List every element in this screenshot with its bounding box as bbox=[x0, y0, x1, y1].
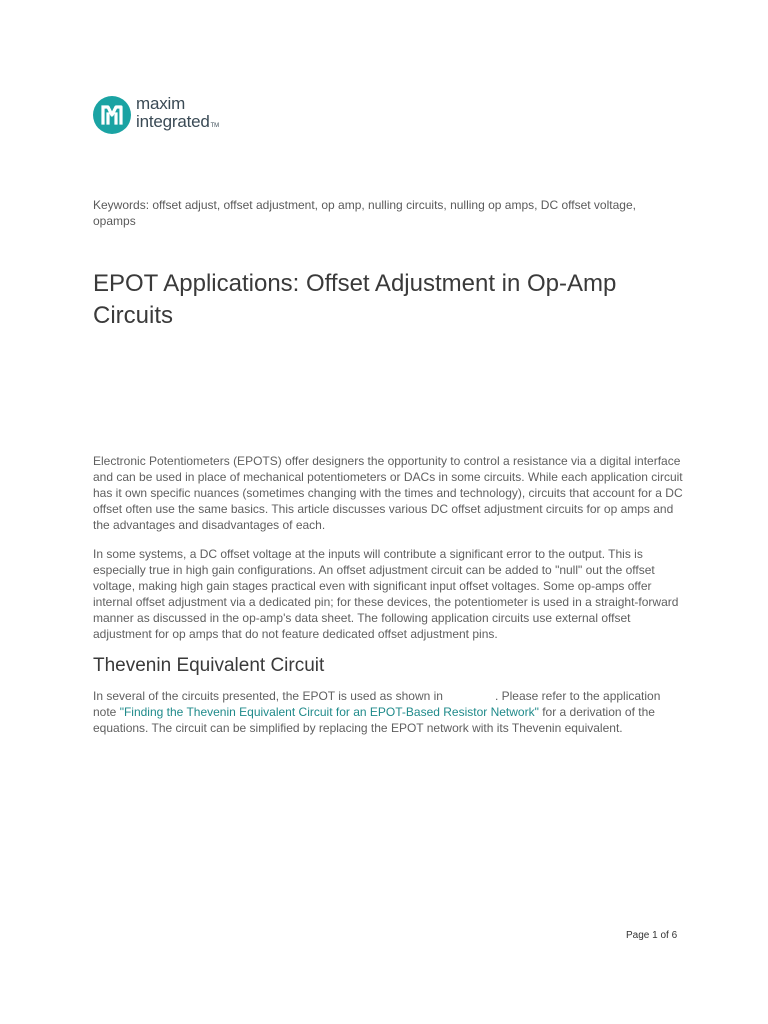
thevenin-text-mid: . Please refer to the application note bbox=[93, 689, 661, 719]
page-number: Page 1 of 6 bbox=[626, 930, 678, 941]
logo-wordmark bbox=[136, 95, 219, 135]
app-note-link[interactable]: "Finding the Thevenin Equivalent Circuit for an EPOT-Based Resistor Network" bbox=[119, 705, 539, 719]
logo-trademark: TM bbox=[210, 123, 219, 129]
maxim-integrated-logo bbox=[93, 95, 219, 135]
thevenin-paragraph bbox=[93, 688, 683, 736]
logo-line-integrated: integratedTM bbox=[136, 112, 219, 131]
logo-line-maxim: maxim bbox=[136, 94, 186, 113]
offset-paragraph: In some systems, a DC offset voltage at the inputs will contribute a significant error to the output. This is especially true in high gain configurations. An offset adjustment circuit can be added to "null" out the offset voltage, making high gain stages practical even with significant input offset voltages. Some op-amps offer internal offset adjustment via a dedicated pin; for these devices, the potentiometer is used in a straight-forward manner as discussed in the op-amp's data sheet. The following application circuits use external offset adjustment for op amps that do not feature dedicated offset adjustment pins. bbox=[93, 547, 679, 641]
intro-paragraph: Electronic Potentiometers (EPOTS) offer designers the opportunity to control a resistance via a digital interface and can be used in place of mechanical potentiometers or DACs in some circuits. While each application circuit has it own specific nuances (sometimes changing with the times and technology), circuits that account for a DC offset often use the same basics. This article discusses various DC offset adjustment circuits for op amps and the advantages and disadvantages of each. bbox=[93, 454, 683, 532]
section-heading-thevenin: Thevenin Equivalent Circuit bbox=[93, 655, 325, 676]
keywords-line: Keywords: offset adjust, offset adjustment, op amp, nulling circuits, nulling op amps, DC offset voltage, opamps bbox=[93, 198, 636, 228]
thevenin-text-before: In several of the circuits presented, the EPOT is used as shown in bbox=[93, 689, 443, 703]
maxim-logo-mark-icon bbox=[93, 96, 131, 134]
page-title: EPOT Applications: Offset Adjustment in Op-Amp Circuits bbox=[93, 270, 617, 329]
thevenin-text-after: for a derivation of the equations. The circuit can be simplified by replacing the EPOT network with its Thevenin equivalent. bbox=[93, 705, 655, 735]
